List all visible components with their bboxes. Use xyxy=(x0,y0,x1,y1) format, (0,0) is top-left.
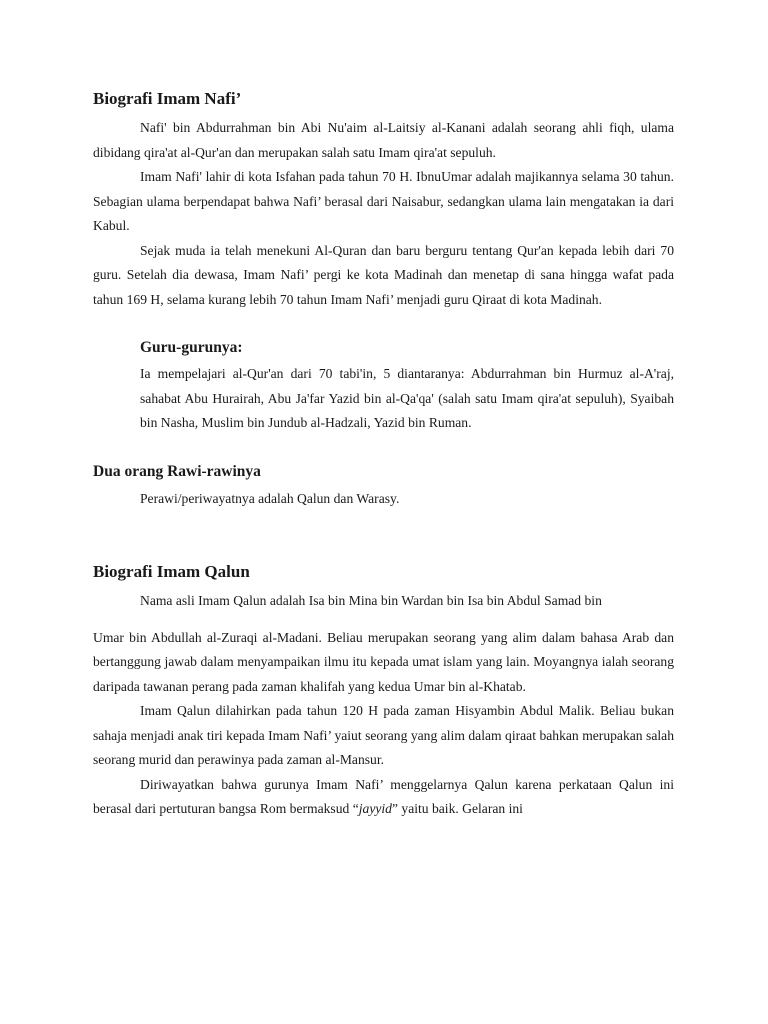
spacer xyxy=(93,614,674,626)
paragraph-qalun-2: Imam Qalun dilahirkan pada tahun 120 H pada zaman Hisyambin Abdul Malik. Beliau bukan sahaja menjadi anak tiri kepada Imam Nafi’ yaiut seorang yang alim dalam qiraat bahkan merupakan salah seorang murid dan perawinya pada zaman al-Mansur. xyxy=(93,703,674,767)
paragraph-rawi: Perawi/periwayatnya adalah Qalun dan Warasy. xyxy=(140,490,400,506)
spacer xyxy=(93,312,674,334)
paragraph-nafi-1: Nafi' bin Abdurrahman bin Abi Nu'aim al-Laitsiy al-Kanani adalah seorang ahli fiqh, ulama dibidang qira'at al-Qur'an dan merupakan salah satu Imam qira'at sepuluh. xyxy=(93,120,674,160)
paragraph-qalun-1-line1: Nama asli Imam Qalun adalah Isa bin Mina bin Wardan bin Isa bin Abdul Samad bin xyxy=(140,593,602,608)
spacer xyxy=(93,511,674,557)
paragraph-guru: Ia mempelajari al-Qur'an dari 70 tabi'in, 5 diantaranya: Abdurrahman bin Hurmuz al-A'raj, sahabat Abu Hurairah, Abu Ja'far Yazid bin al-Qa'qa' (salah satu Imam qira'at sepuluh), Syaibah bin Nasha, Muslim bin Jundub al-Hadzali, Yazid bin Ruman. xyxy=(140,366,674,430)
section-title-imam-nafi: Biografi Imam Nafi’ xyxy=(93,89,242,108)
paragraph-qalun-3-before: Diriwayatkan bahwa gurunya Imam Nafi’ menggelarnya Qalun karena perkataan Qalun ini berasal dari pertuturan bangsa Rom bermaksud “ xyxy=(93,776,674,816)
paragraph-nafi-3: Sejak muda ia telah menekuni Al-Quran dan baru berguru tentang Qur'an kepada lebih dari 70 guru. Setelah dia dewasa, Imam Nafi’ pergi ke kota Madinah dan menetap di sana hingga wafat pada tahun 169 H, selama kurang lebih 70 tahun Imam Nafi’ menjadi guru Qiraat di kota Madinah. xyxy=(93,242,674,307)
paragraph-nafi-2: Imam Nafi' lahir di kota Isfahan pada tahun 70 H. IbnuUmar adalah majikannya selama 30 tahun. Sebagian ulama berpendapat bahwa Nafi’ berasal dari Naisabur, sedangkan ulama lain mengatakan ia dari Kabul. xyxy=(93,169,674,233)
section-title-rawi: Dua orang Rawi-rawinya xyxy=(93,462,261,480)
spacer xyxy=(93,436,674,458)
paragraph-qalun-3-italic: jayyid xyxy=(358,801,392,816)
document-page xyxy=(93,84,674,822)
section-title-imam-qalun: Biografi Imam Qalun xyxy=(93,562,250,581)
paragraph-qalun-1-rest: Umar bin Abdullah al-Zuraqi al-Madani. Beliau merupakan seorang yang alim dalam bahasa Arab dan bertanggung jawab dalam menyampaikan ilmu itu kepada umat islam yang lain. Moyangnya ialah seorang daripada tawanan perang pada zaman khalifah yang kedua Umar bin al-Khatab. xyxy=(93,629,674,694)
paragraph-qalun-3-after: ” yaitu baik. Gelaran ini xyxy=(391,801,523,816)
section-title-guru: Guru-gurunya: xyxy=(140,339,243,356)
paragraph-qalun-3 xyxy=(93,773,674,822)
